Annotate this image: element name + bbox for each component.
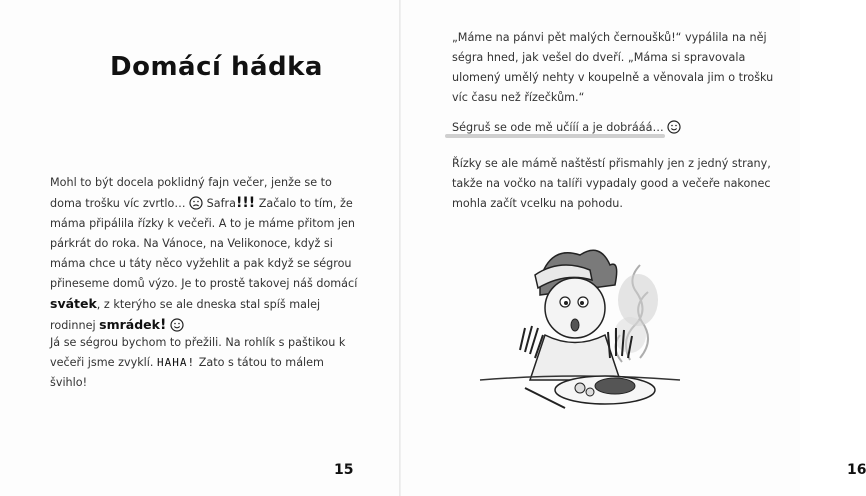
text-run: Začalo to tím, že máma připálila řízky k večeři. A to je máme přitom jen párkrát do roka. Na Vánoce, na Velikonoce, když si máma chce u táty něco vyžehlit a pak když se ségrou přineseme domů výzo. Je to prostě takovej náš domácí (50, 197, 358, 290)
text-run: Já se ségrou bychom to přežili. Na rohlík s paštikou k večeři jsme zvyklí. (50, 336, 346, 369)
right-paragraph-3: Řízky se ale mámě naštěstí přismahly jen z jedný strany, takže na vočko na talíři vypadaly good a večeře nakonec mohla začít vcelku na pohodu. (452, 157, 771, 210)
haha-text: HAHA! (157, 356, 196, 369)
sad-face-icon (189, 196, 203, 210)
smiley-icon (667, 120, 681, 134)
highlight-word: smrádek (99, 317, 160, 332)
text-run: Safra (206, 197, 236, 210)
exclamation-marks: !!! (236, 195, 256, 211)
left-paragraph-1 (50, 173, 362, 336)
page-number-left: 15 (334, 462, 354, 478)
page-number-right: 16 (847, 462, 866, 478)
text-run: , z kterýho se ale dneska stal spíš malej rodinnej (50, 298, 321, 332)
text-run: Zato s tátou to málem švihlo! (50, 356, 324, 389)
left-paragraph-2 (50, 333, 362, 393)
smiley-icon (170, 318, 184, 332)
right-paragraph-2 (452, 118, 782, 138)
left-page (0, 0, 400, 496)
exclamation-mark: ! (159, 317, 167, 333)
chapter-title: Domácí hádka (110, 52, 323, 82)
highlight-word: svátek (50, 296, 97, 311)
right-paragraph-1: „Máme na pánvi pět malých černoušků!“ vypálila na něj ségra hned, jak vešel do dveří. „Máma si spravovala ulomený umělý nehty v koupelně a věnovala jim o trošku víc času než řízečkům.“ (452, 31, 774, 104)
text-run: Mohl to být docela poklidný fajn večer, jenže se to doma trošku víc zvrtlo… (50, 176, 332, 210)
boy-with-burnt-food-illustration (480, 240, 680, 415)
text-run: Ségruš se ode mě učííí a je dobrááá… (452, 121, 664, 134)
